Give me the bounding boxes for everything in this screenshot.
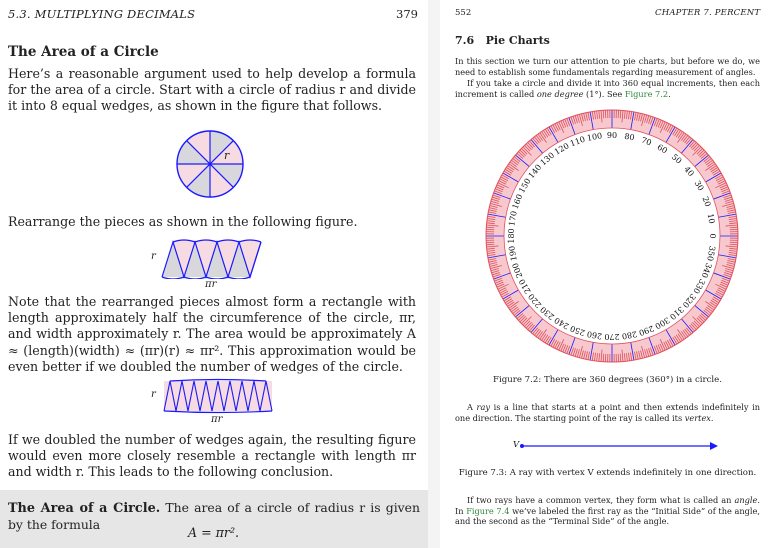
ray-term: ray: [476, 402, 490, 412]
protractor-tick: [620, 110, 621, 118]
right-section-name: Pie Charts: [485, 34, 550, 47]
rearranged-wedges-8: [158, 237, 276, 279]
degree-text-a: If you take a circle and divide it into 360 equal increments, then each increment is called: [455, 78, 760, 99]
protractor-label: 40: [682, 164, 696, 179]
protractor-tick: [603, 110, 604, 118]
angle-text-b: . In: [455, 495, 760, 516]
degree-text-b: (1°). See: [586, 88, 623, 99]
protractor-label: 110: [568, 134, 587, 149]
ray-figure: [510, 436, 720, 456]
ray-text-b: is a line that starts at a point and then extends indefinitely in one direction. The starting point of the ray is called its: [455, 402, 760, 423]
vertex-term: vertex: [684, 412, 711, 423]
protractor-label: 80: [623, 131, 636, 143]
rearranged-wedges-16: [160, 378, 276, 414]
protractor-tick: [730, 244, 738, 245]
right-running-head: CHAPTER 7. PERCENT: [655, 8, 761, 18]
protractor-label: 190: [507, 245, 519, 262]
protractor-label: 290: [637, 323, 656, 338]
right-page-number: 552: [455, 8, 472, 18]
protractor-label: 20: [700, 195, 713, 208]
protractor-label: 160: [510, 192, 525, 211]
left-page-number: 379: [396, 7, 418, 21]
protractor-label: 230: [538, 304, 557, 322]
protractor-label: 270: [604, 332, 620, 341]
protractor-label: 210: [517, 277, 533, 296]
right-section-title: [455, 34, 550, 47]
pie-intro-paragraph: In this section we turn our attention to pie charts, but before we do, we need to establish some fundamentals regarding measurement of angles.: [455, 56, 760, 77]
protractor-label: 320: [680, 291, 698, 310]
protractor-label: 60: [655, 142, 669, 156]
figure-7-3-caption: Figure 7.3: A ray with vertex V extends indefinitely in one direction.: [458, 468, 757, 478]
fig3-side-label: r: [151, 389, 156, 400]
protractor-label: 50: [669, 152, 684, 166]
protractor-label: 240: [552, 315, 571, 331]
protractor-label: 300: [653, 315, 672, 331]
protractor-label: 310: [667, 304, 686, 322]
fig2-bottom-label: πr: [205, 279, 217, 290]
figure-7-2-link[interactable]: Figure 7.2: [624, 88, 669, 99]
protractor-label: 130: [538, 150, 557, 168]
protractor-label: 70: [640, 135, 653, 148]
right-section-number: 7.6: [455, 34, 475, 47]
protractor-label: 0: [708, 233, 717, 239]
degree-paragraph: If you take a circle and divide it into 360 equal increments, then each increment is called one degree (1°). See Figure 7.2.: [455, 78, 760, 99]
theorem-formula: A = πr².: [188, 525, 240, 540]
angle-text-c: we’ve labeled the first ray as the “Initial Side” of the angle, and the second as the “Terminal Side” of the angle.: [455, 505, 760, 527]
angle-text-a: If two rays have a common vertex, they form what is called an: [467, 495, 732, 505]
protractor-tick: [486, 227, 494, 228]
protractor-label: 350: [705, 245, 717, 262]
protractor-tick: [603, 354, 604, 362]
eight-wedge-circle: [174, 128, 246, 200]
protractor-tick: [730, 227, 738, 228]
theorem-title: The Area of a Circle.: [8, 501, 161, 516]
protractor-figure: [484, 108, 740, 364]
figure-7-4-link[interactable]: Figure 7.4: [466, 505, 510, 516]
protractor-label: 220: [526, 291, 544, 310]
protractor-label: 120: [552, 141, 571, 157]
right-page: [440, 0, 768, 548]
protractor-tick: [486, 244, 494, 245]
protractor-tick: [620, 354, 621, 362]
page-gutter: [428, 0, 440, 548]
protractor-label: 340: [699, 261, 714, 280]
approx-paragraph: Note that the rearranged pieces almost form a rectangle with length approximately half the circumference of the circle, πr, and width approximately r. The area would be approximately A ≈ (length)(width) ≈ (πr)(r) ≈ πr². This approximation would be even better if we doubled the number of wedges of the circle.: [8, 294, 416, 374]
figure-7-2-caption: Figure 7.2: There are 360 degrees (360°) in a circle.: [493, 375, 722, 385]
protractor-label: 180: [507, 228, 516, 244]
fig2-side-label: r: [151, 251, 156, 262]
protractor-label: 140: [526, 162, 544, 181]
intro-paragraph: Here’s a reasonable argument used to help develop a formula for the area of a circle. Start with a circle of radius r and divide it into 8 equal wedges, as shown in the figure that follows.: [8, 66, 416, 114]
double-paragraph: If we doubled the number of wedges again, the resulting figure would even more closely resemble a rectangle with length πr and width r. This leads to the following conclusion.: [8, 432, 416, 480]
circle-radius-label: r: [224, 149, 230, 162]
protractor-label: 260: [586, 329, 603, 341]
protractor-label: 150: [517, 176, 533, 195]
fig3-bottom-label: πr: [211, 414, 223, 425]
vertex-label: V: [513, 440, 520, 450]
protractor-label: 200: [510, 261, 525, 280]
rearrange-paragraph: Rearrange the pieces as shown in the following figure.: [8, 214, 358, 229]
section-title: The Area of a Circle: [8, 44, 159, 60]
ray-text-a: A: [467, 402, 473, 412]
protractor-label: 30: [692, 179, 706, 193]
left-running-head: 5.3. MULTIPLYING DECIMALS: [8, 7, 196, 21]
protractor-label: 250: [568, 323, 587, 338]
protractor-label: 170: [507, 210, 519, 227]
protractor-label: 280: [621, 329, 638, 341]
protractor-label: 100: [586, 131, 603, 143]
angle-term: angle: [734, 495, 758, 505]
protractor-label: 10: [705, 212, 717, 225]
protractor-label: 90: [606, 131, 618, 140]
theorem-text: The area of a circle of radius r is given by the formula: [8, 500, 420, 533]
angle-paragraph: [455, 495, 760, 527]
degree-term: one degree: [536, 88, 584, 99]
protractor-label: 330: [691, 277, 707, 296]
ray-paragraph: A ray is a line that starts at a point and then extends indefinitely in one direction. The starting point of the ray is called its vertex.: [455, 402, 760, 423]
